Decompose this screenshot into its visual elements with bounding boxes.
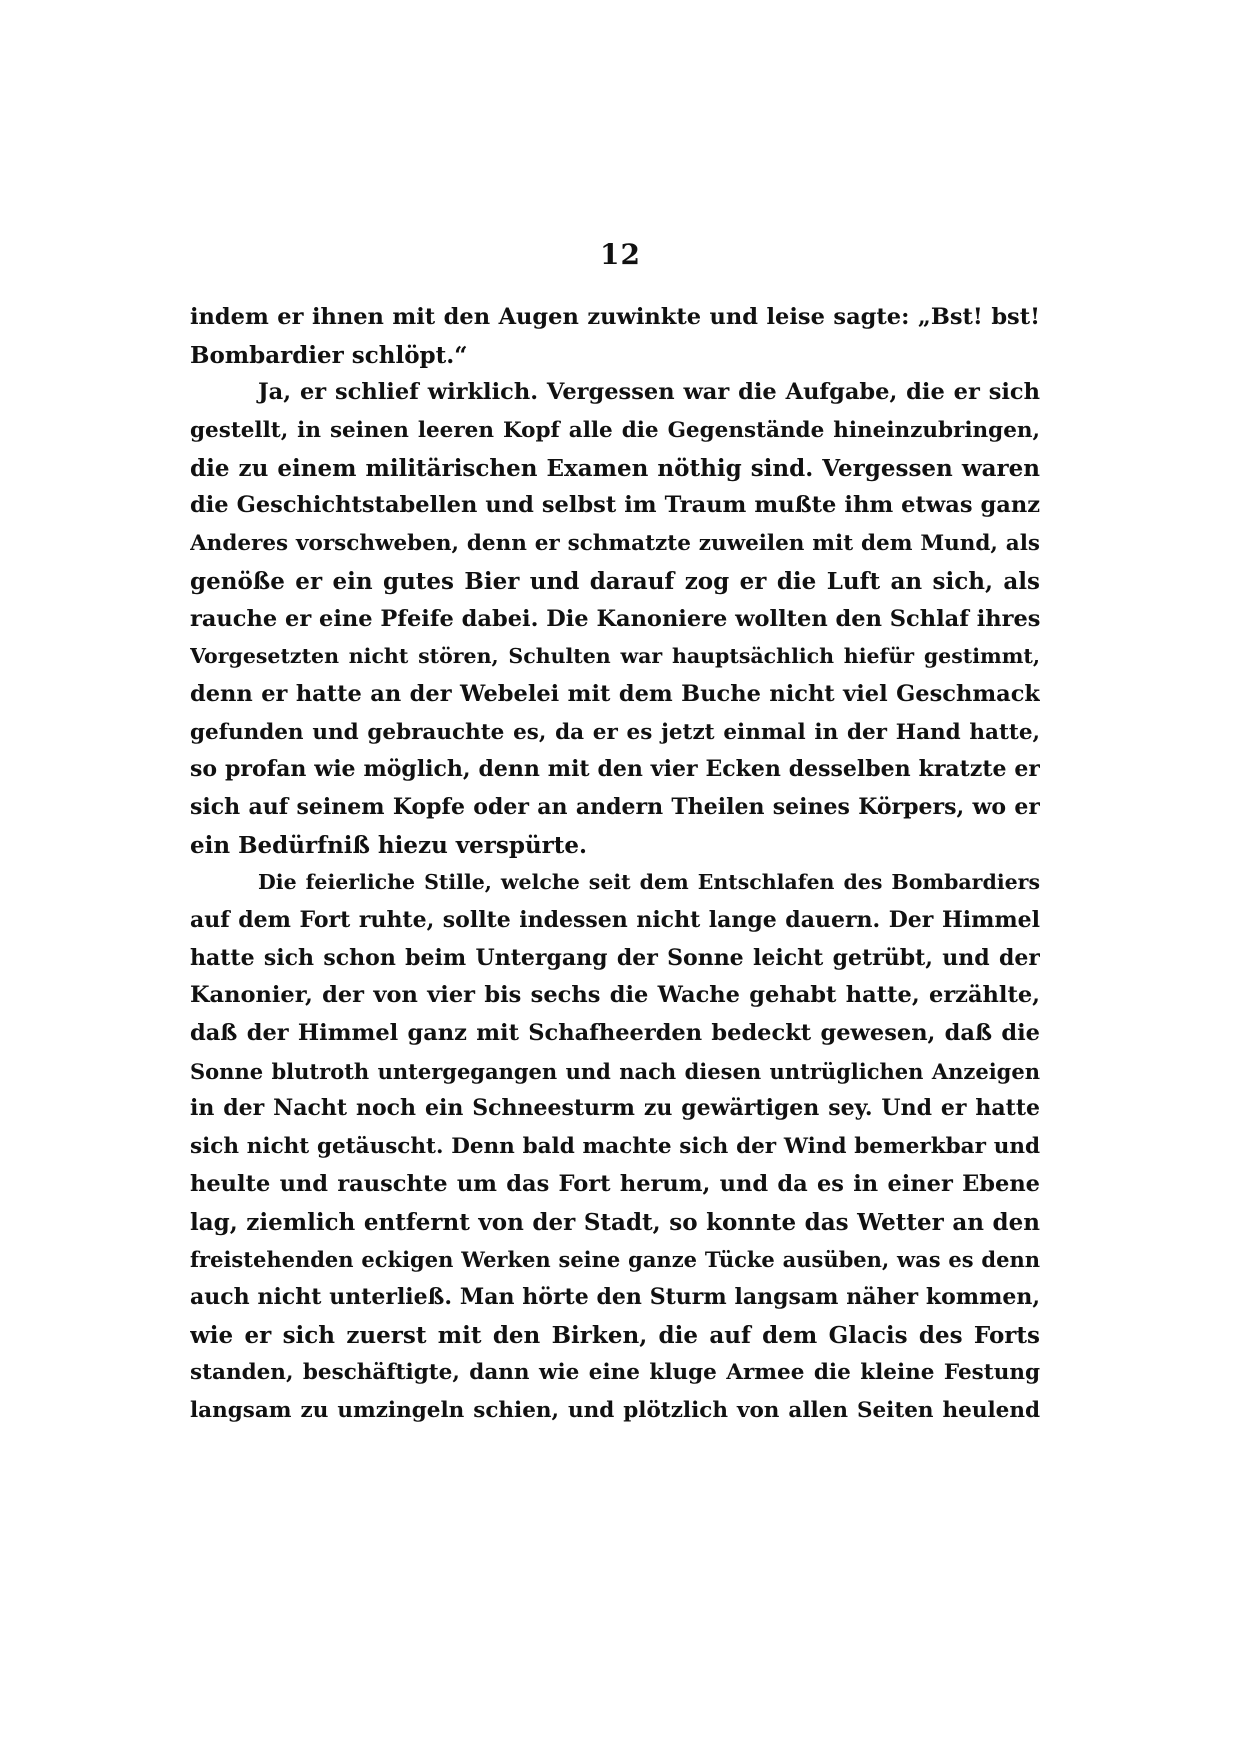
text-line: auch nicht unterließ. Man hörte den Sturm langsam näher kommen,: [190, 1283, 1040, 1310]
text-line: sich nicht getäuscht. Denn bald machte sich der Wind bemerkbar und: [190, 1134, 1040, 1160]
text-line: in der Nacht noch ein Schneesturm zu gewärtigen sey. Und er hatte: [190, 1095, 1040, 1122]
text-line: Die feierliche Stille, welche seit dem Entschlafen des Bombardiers: [258, 870, 1040, 895]
page-number: 12: [600, 238, 641, 271]
text-line: standen, beschäftigte, dann wie eine kluge Armee die kleine Festung: [190, 1360, 1040, 1386]
text-line: so profan wie möglich, denn mit den vier Ecken desselben kratzte er: [190, 756, 1040, 783]
text-line: Sonne blutroth untergegangen und nach diesen untrüglichen Anzeigen: [190, 1058, 1040, 1084]
text-line: gefunden und gebrauchte es, da er es jetzt einmal in der Hand hatte,: [190, 719, 1040, 745]
text-line: wie er sich zuerst mit den Birken, die auf dem Glacis des Forts: [190, 1321, 1040, 1349]
text-line: gestellt, in seinen leeren Kopf alle die Gegenstände hineinzubringen,: [190, 418, 1040, 444]
text-line: Kanonier, der von vier bis sechs die Wache gehabt hatte, erzählte,: [190, 982, 1040, 1009]
text-line: die Geschichtstabellen und selbst im Traum mußte ihm etwas ganz: [190, 492, 1040, 519]
text-line: heulte und rauschte um das Fort herum, und da es in einer Ebene: [190, 1170, 1040, 1197]
text-line: rauche er eine Pfeife dabei. Die Kanoniere wollten den Schlaf ihres: [190, 605, 1040, 632]
text-line: denn er hatte an der Webelei mit dem Buche nicht viel Geschmack: [190, 680, 1040, 707]
text-line: Vorgesetzten nicht stören, Schulten war hauptsächlich hiefür gestimmt,: [190, 644, 1040, 669]
text-line: freistehenden eckigen Werken seine ganze Tücke ausüben, was es denn: [190, 1247, 1040, 1273]
text-line: hatte sich schon beim Untergang der Sonne leicht getrübt, und der: [190, 944, 1040, 971]
text-line: auf dem Fort ruhte, sollte indessen nicht lange dauern. Der Himmel: [190, 907, 1040, 933]
text-line: langsam zu umzingeln schien, und plötzlich von allen Seiten heulend: [190, 1397, 1040, 1423]
text-line: Anderes vorschweben, denn er schmatzte zuweilen mit dem Mund, als: [190, 531, 1040, 557]
text-line: ein Bedürfniß hiezu verspürte.: [190, 831, 588, 859]
text-line: indem er ihnen mit den Augen zuwinkte und leise sagte: „Bst! bst!: [190, 304, 1040, 330]
text-line: die zu einem militärischen Examen nöthig sind. Vergessen waren: [190, 454, 1040, 482]
text-line: lag, ziemlich entfernt von der Stadt, so konnte das Wetter an den: [190, 1208, 1040, 1236]
text-line: sich auf seinem Kopfe oder an andern Theilen seines Körpers, wo er: [190, 793, 1040, 820]
text-line: Ja, er schlief wirklich. Vergessen war die Aufgabe, die er sich: [258, 379, 1040, 406]
text-line: Bombardier schlöpt.“: [190, 341, 468, 369]
text-line: daß der Himmel ganz mit Schafheerden bedeckt gewesen, daß die: [190, 1020, 1040, 1047]
text-line: genöße er ein gutes Bier und darauf zog er die Luft an sich, als: [190, 567, 1040, 595]
body-text: [190, 299, 1040, 1430]
